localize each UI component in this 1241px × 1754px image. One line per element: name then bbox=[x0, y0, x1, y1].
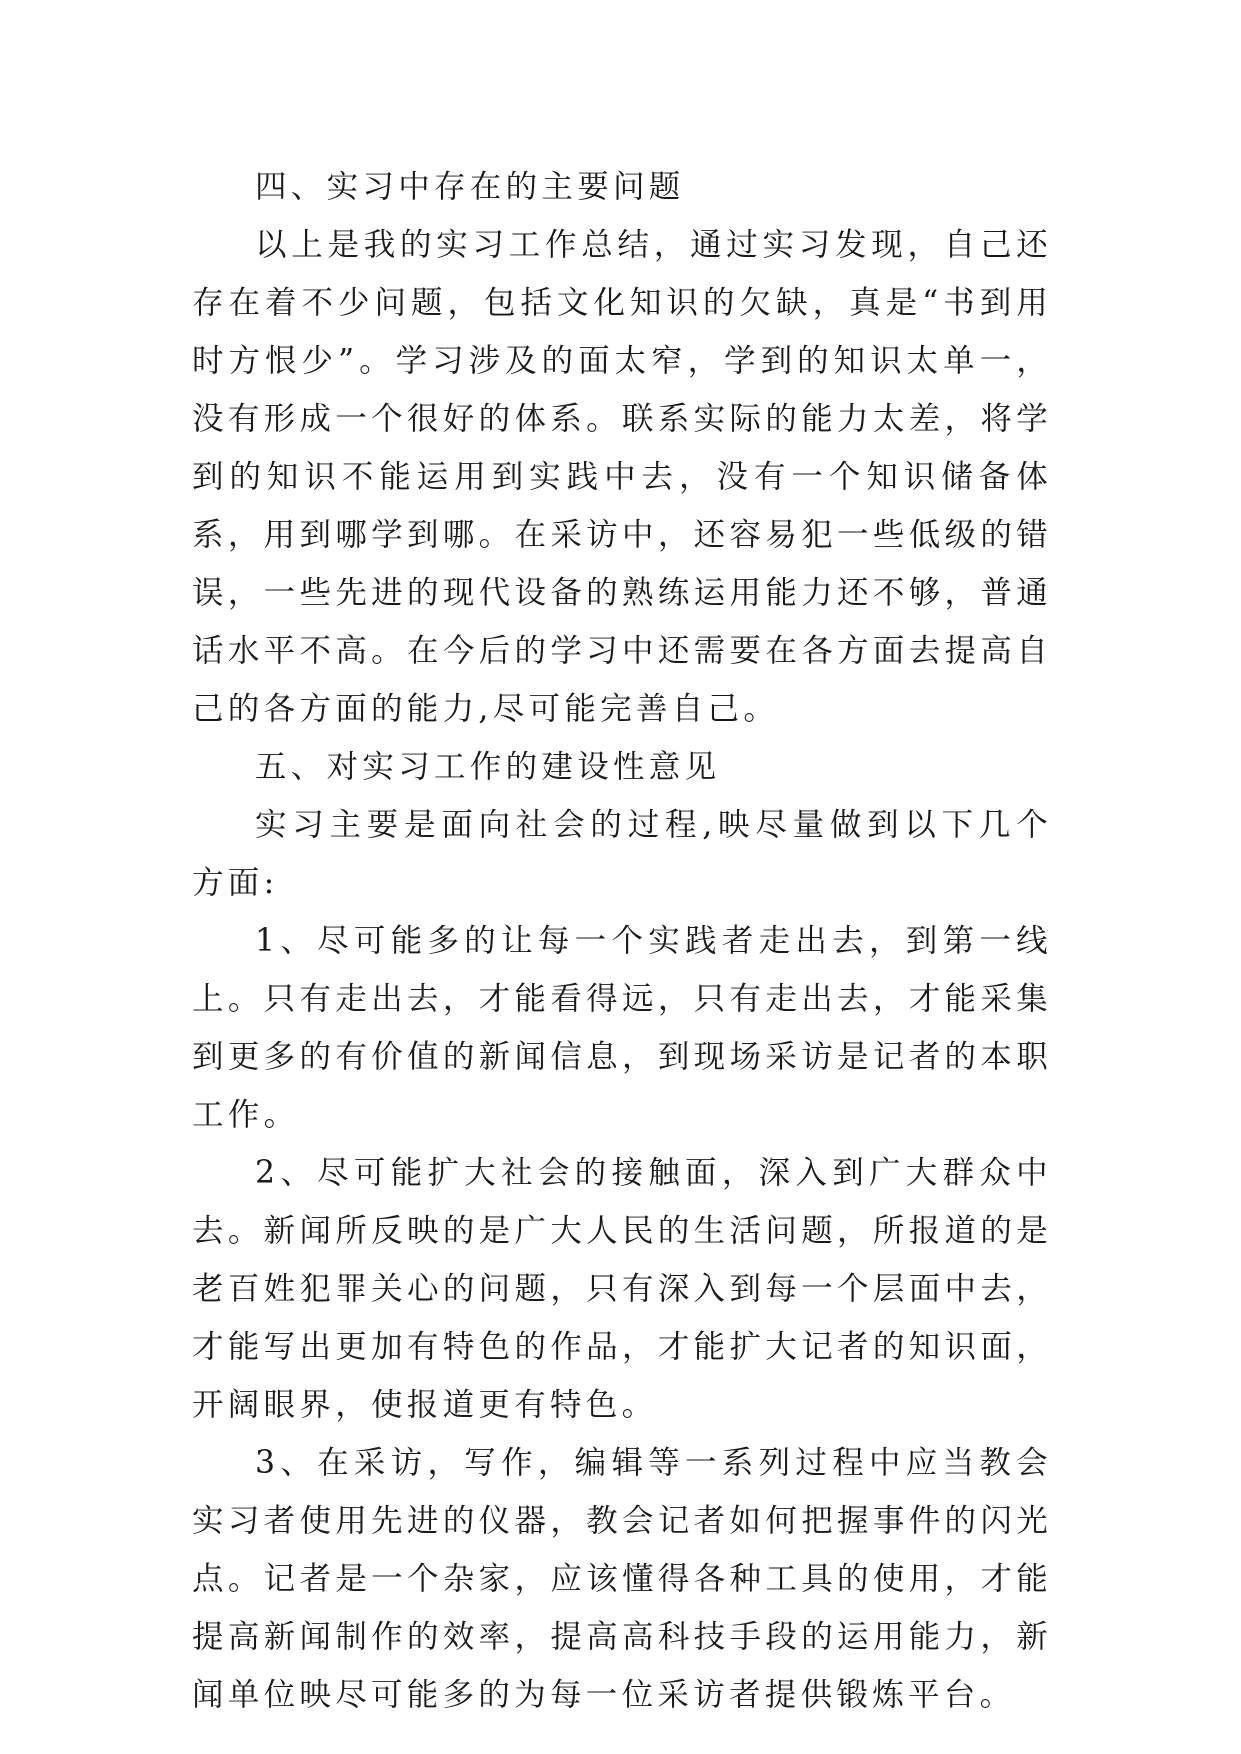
paragraph-problems: 以上是我的实习工作总结，通过实习发现，自己还存在着不少问题，包括文化知识的欠缺，真是“书到用时方恨少”。学习涉及的面太窄，学到的知识太单一，没有形成一个很好的体系。联系实际的能力太差，将学到的知识不能运用到实践中去，没有一个知识储备体系，用到哪学到哪。在采访中，还容易犯一些低级的错误，一些先进的现代设备的熟练运用能力还不够，普通话水平不高。在今后的学习中还需要在各方面去提高自己的各方面的能力,尽可能完善自己。 bbox=[192, 227, 1052, 727]
section-heading-5: 五、对实习工作的建设性意见 bbox=[255, 749, 721, 785]
document-page bbox=[192, 158, 1052, 1724]
paragraph-item-1: 1、尽可能多的让每一个实践者走出去，到第一线上。只有走出去，才能看得远，只有走出去，才能采集到更多的有价值的新闻信息，到现场采访是记者的本职工作。 bbox=[192, 923, 1052, 1133]
section-heading-4: 四、实习中存在的主要问题 bbox=[255, 169, 685, 205]
paragraph-intro: 实习主要是面向社会的过程,映尽量做到以下几个方面: bbox=[192, 807, 1052, 901]
paragraph-item-2: 2、尽可能扩大社会的接触面，深入到广大群众中去。新闻所反映的是广大人民的生活问题，所报道的是老百姓犯罪关心的问题，只有深入到每一个层面中去，才能写出更加有特色的作品，才能扩大记者的知识面，开阔眼界，使报道更有特色。 bbox=[192, 1155, 1052, 1423]
paragraph-item-3: 3、在采访，写作，编辑等一系列过程中应当教会实习者使用先进的仪器，教会记者如何把握事件的闪光点。记者是一个杂家，应该懂得各种工具的使用，才能提高新闻制作的效率，提高高科技手段的运用能力，新闻单位映尽可能多的为每一位采访者提供锻炼平台。 bbox=[192, 1445, 1052, 1713]
